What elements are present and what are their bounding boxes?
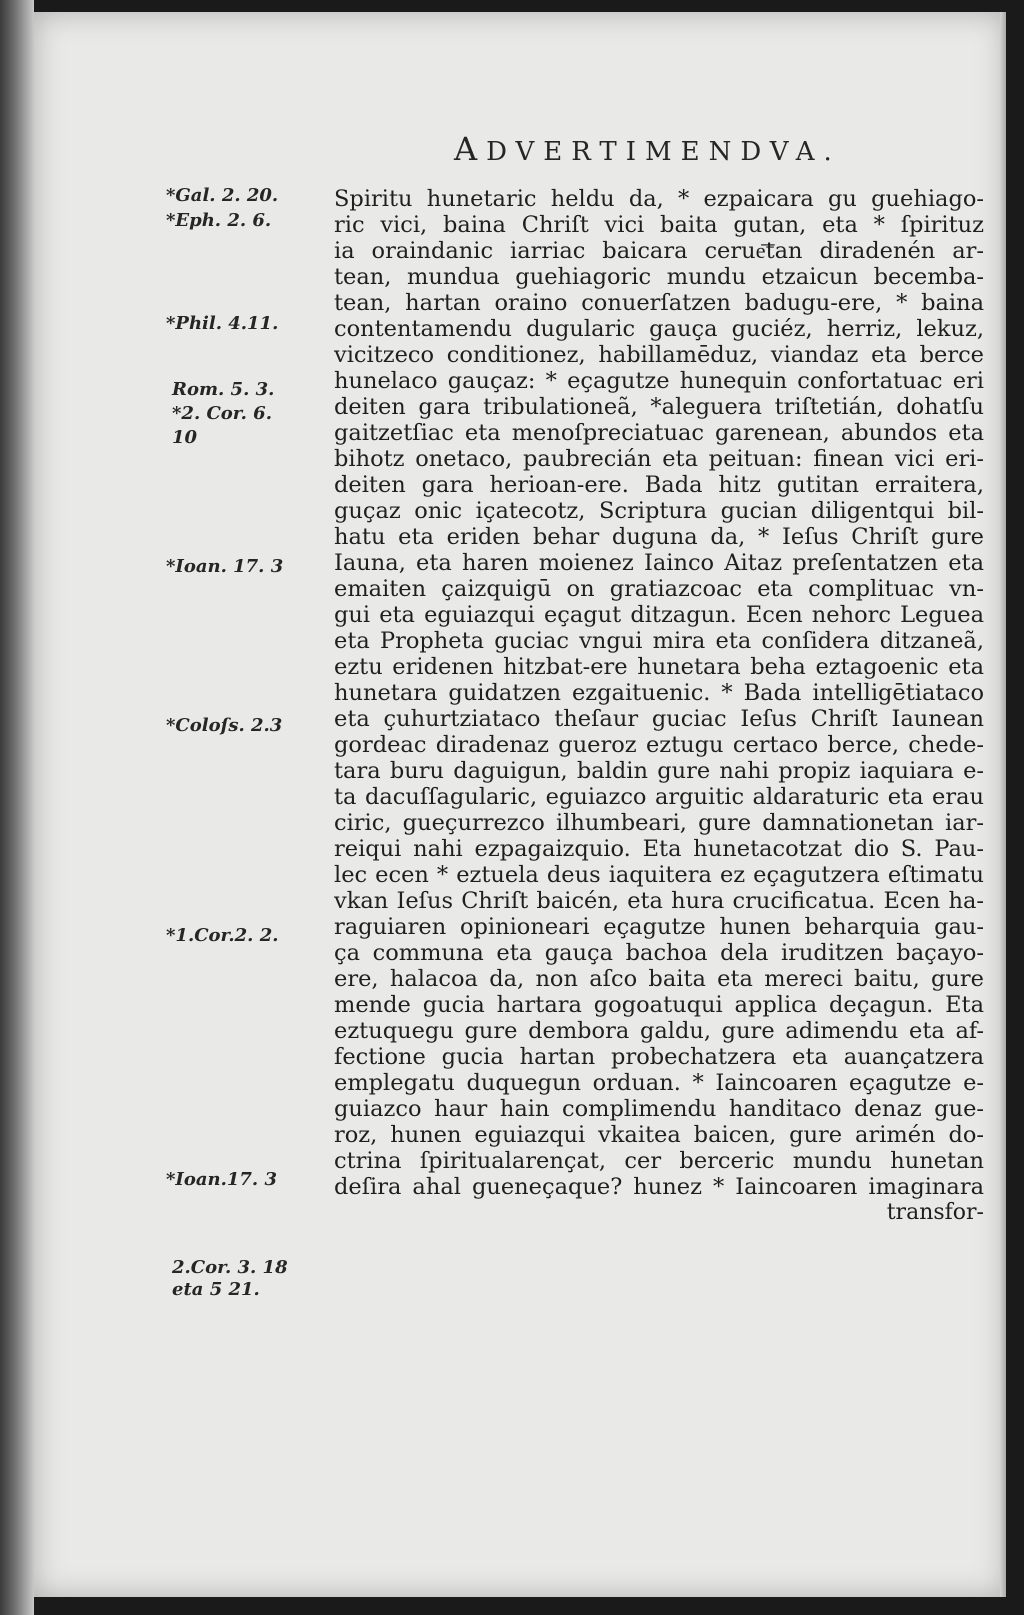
page-edge	[1000, 12, 1006, 1597]
margin-ref: *1.Cor.2. 2.	[166, 925, 279, 946]
margin-ref: *Coloſs. 2.3	[166, 715, 283, 736]
text-line: Iauna, eta haren moienez Iainco Aitaz preſentatzen eta	[334, 550, 984, 576]
running-head	[454, 130, 841, 168]
text-line: tean, mundua guehiagoric mundu etzaicun becemba-	[334, 264, 984, 290]
margin-ref: Rom. 5. 3.	[172, 379, 275, 400]
text-line: guçaz onic içatecotz, Scriptura gucian diligentqui bil-	[334, 498, 984, 524]
text-line: ctrina ſpiritualarençat, cer berceric mundu hunetan	[334, 1148, 984, 1174]
text-line: reiqui nahi ezpagaizquio. Eta hunetacotzat dio S. Pau-	[334, 836, 984, 862]
text-line: tean, hartan oraino conuerſatzen badugu-ere, * baina	[334, 290, 984, 316]
text-line: gordeac diradenaz gueroz eztugu certaco berce, chede-	[334, 732, 984, 758]
margin-ref: *2. Cor. 6.	[172, 403, 272, 424]
text-line: eztuquegu gure dembora galdu, gure adimendu eta af-	[334, 1018, 984, 1044]
text-line: ta dacuſſagularic, eguiazco arguitic aldaraturic eta erau	[334, 784, 984, 810]
text-line: eztu eridenen hitzbat-ere hunetara beha eztagoenic eta	[334, 654, 984, 680]
text-line: mende gucia hartara gogoatuqui applica deçagun. Eta	[334, 992, 984, 1018]
text-line: hunelaco gauçaz: * eçagutze hunequin confortatuac eri	[334, 368, 984, 394]
catchword: transfor-	[886, 1200, 984, 1225]
text-line: hunetara guidatzen ezgaituenic. * Bada intelligētiataco	[334, 680, 984, 706]
margin-ref: 10	[172, 427, 198, 448]
margin-ref: eta 5 21.	[172, 1279, 260, 1300]
text-line: ere, halacoa da, non aſco baita eta mereci baitu, gure	[334, 966, 984, 992]
text-line: vkan Ieſus Chriſt baicén, eta hura crucificatua. Ecen ha-	[334, 888, 984, 914]
margin-ref: 2.Cor. 3. 18	[172, 1257, 288, 1278]
text-line: emaiten çaizquigū on gratiazcoac eta complituac vn-	[334, 576, 984, 602]
text-line: vicitzeco conditionez, habillamēduz, viandaz eta berce	[334, 342, 984, 368]
text-line: ia oraindanic iarriac baicara cerue͞tan diradenén ar-	[334, 238, 984, 264]
margin-ref: *Ioan.17. 3	[166, 1169, 277, 1190]
text-line: tara buru daguigun, baldin gure nahi propiz iaquiara e-	[334, 758, 984, 784]
text-line: contentamendu dugularic gauça guciéz, herriz, lekuz,	[334, 316, 984, 342]
running-head-initial: A	[454, 130, 487, 168]
margin-ref: *Eph. 2. 6.	[166, 210, 272, 231]
running-head-rest: DVERTIMENDVA.	[486, 137, 841, 167]
text-line: gaitzetſiac eta menoſpreciatuac garenean, abundos eta	[334, 420, 984, 446]
text-line: raguiaren opinioneari eçagutze hunen beharquia gau-	[334, 914, 984, 940]
scan-left-edge	[0, 0, 34, 1615]
text-line: lec ecen * eztuela deus iaquitera ez eçagutzera eſtimatu	[334, 862, 984, 888]
text-line: deiten gara herioan-ere. Bada hitz gutitan erraitera,	[334, 472, 984, 498]
text-line: emplegatu duquegun orduan. * Iaincoaren eçagutze e-	[334, 1070, 984, 1096]
text-line: deiten gara tribulationeã, *aleguera triſtetián, dohatſu	[334, 394, 984, 420]
margin-ref: *Ioan. 17. 3	[166, 556, 284, 577]
text-line: eta çuhurtziataco theſaur guciac Ieſus Chriſt Iaunean	[334, 706, 984, 732]
text-line: gui eta eguiazqui eçagut ditzagun. Ecen nehorc Leguea	[334, 602, 984, 628]
text-line: deſira ahal guenеçaque? hunez * Iaincoaren imaginara	[334, 1174, 984, 1200]
text-line: hatu eta eriden behar duguna da, * Ieſus Chriſt gure	[334, 524, 984, 550]
margin-ref: *Phil. 4.11.	[166, 313, 279, 334]
book-page	[34, 12, 1006, 1597]
margin-ref: *Gal. 2. 20.	[166, 185, 279, 206]
text-line: ric vici, baina Chriſt vici baita gutan, eta * ſpirituz	[334, 212, 984, 238]
text-line: fectione gucia hartan probechatzera eta auançatzera	[334, 1044, 984, 1070]
text-line: roz, hunen eguiazqui vkaitea baicen, gure arimén do-	[334, 1122, 984, 1148]
text-line: guiazco haur hain complimendu handitaco denaz gue-	[334, 1096, 984, 1122]
text-line: ça communa eta gauça bachoa dela iruditzen baçayo-	[334, 940, 984, 966]
text-line: bihotz onetaco, paubrecián eta peituan: finean vici eri-	[334, 446, 984, 472]
text-line: Spiritu hunetaric heldu da, * ezpaicara gu guehiago-	[334, 186, 984, 212]
text-line: ciric, gueçurrezco ilhumbeari, gure damnationetan iar-	[334, 810, 984, 836]
text-line: eta Propheta guciac vngui mira eta conſidera ditzaneã,	[334, 628, 984, 654]
